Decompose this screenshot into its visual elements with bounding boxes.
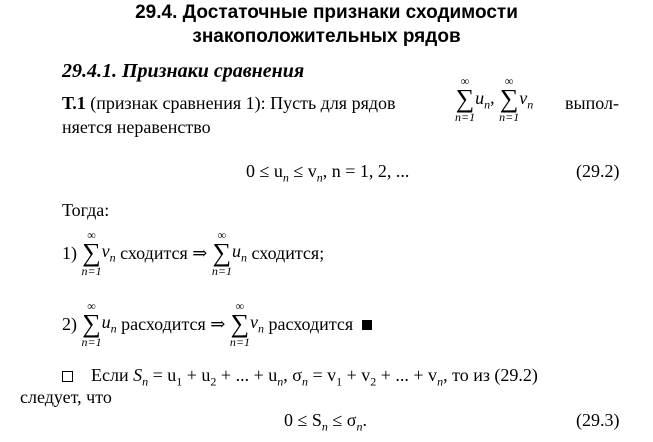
theorem-line2: няется неравенство (62, 117, 211, 137)
sum-v-item1: ∞ ∑ n=1 (81, 228, 102, 278)
equation-29-2: $0 \le u_n \le v_n$, n = 1, 2, ... (246, 161, 410, 185)
equation-29-3: $0 \le S_n \le \sigma_n$. (284, 410, 367, 434)
item-2: 2) ∞ ∑ n=1 $u_n$ расходится ⇒ ∞ ∑ n=1 $v_n$ расходится (62, 301, 372, 348)
proof-line2: следует, что (20, 387, 112, 407)
proof-line1: Если $S_n = u_1 + u_2$ + ... + $u_n$, $\sigma_n = v_1 + v_2$ + ... + $v_n$, то из (29.2) (62, 365, 538, 390)
theorem-label: Т.1 (62, 93, 86, 113)
equation-number-29-2: (29.2) (576, 161, 620, 181)
sum-v-item2: ∞ ∑ n=1 (229, 299, 250, 349)
item-1: 1) ∞ ∑ n=1 $v_n$ сходится ⇒ ∞ ∑ n=1 $u_n$ сходится; (62, 228, 325, 278)
equation-number-29-3: (29.3) (576, 410, 620, 430)
end-of-proof-icon (362, 320, 372, 330)
theorem-line1 (62, 93, 396, 114)
proof-start-icon (62, 371, 73, 382)
sum-v: ∞ ∑ n=1 (499, 74, 520, 124)
theorem-tail: выпол- (565, 93, 619, 113)
sum-u-item2: ∞ ∑ n=1 (81, 299, 102, 349)
section-title-line1: 29.4. Достаточные признаки сходимости (135, 2, 518, 23)
sum-u: ∞ ∑ n=1 (455, 74, 476, 124)
section-title-line2: знакоположительных рядов (192, 26, 461, 47)
theorem-sums: ∞ ∑ n=1 $u_n$, ∞ ∑ n=1 $v_n$ (455, 74, 534, 124)
then-label: Тогда: (62, 200, 110, 220)
theorem-intro: (признак сравнения 1): Пусть для рядов (90, 93, 396, 113)
subsection-title: 29.4.1. Признаки сравнения (62, 60, 305, 82)
sum-u-item1: ∞ ∑ n=1 (211, 228, 232, 278)
